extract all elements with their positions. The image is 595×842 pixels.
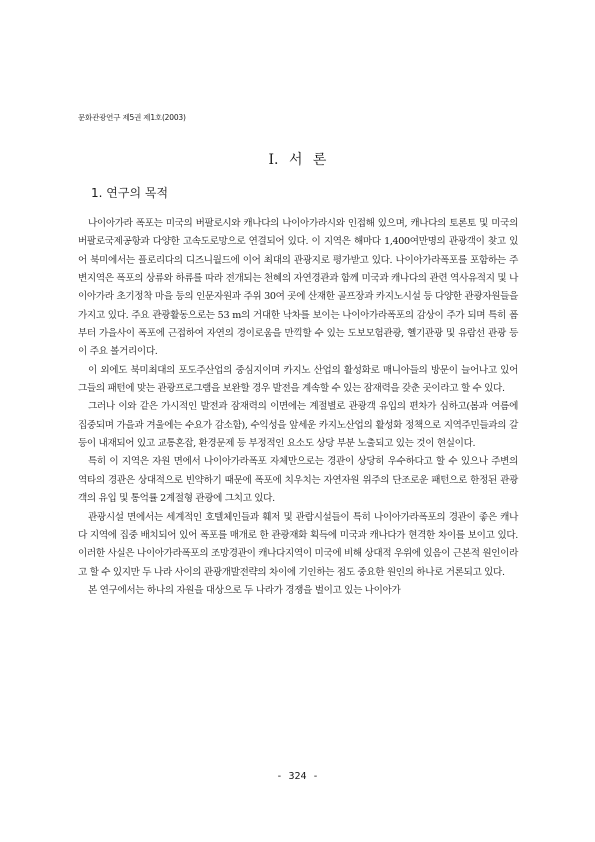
paragraph: 이 외에도 북미최대의 포도주산업의 중심지이며 카지노 산업의 활성화로 매니아들의 방문이 늘어나고 있어 그들의 패턴에 맞는 관광프로그램을 보완할 경우 발전을 계속할 수 있는 잠재력을 갖춘 곳이라고 할 수 있다. [78,364,518,395]
paragraph: 본 연구에서는 하나의 자원을 대상으로 두 나라가 경쟁을 벌이고 있는 나이아가 [88,584,401,596]
paragraph: 특히 이 지역은 자원 면에서 나이아가라폭포 자체만으로는 경관이 상당히 우수하다고 할 수 있으나 주변의 역타의 경관은 상대적으로 빈약하기 때문에 폭포에 치우치는 자연자원 위주의 단조로운 패턴으로 한정된 관광객의 유입 및 통억률 2계절형 관광에 그치고 있다. [78,456,518,505]
paragraph: 관광시설 면에서는 세계적인 호텔체인들과 훼저 및 관람시설들이 특히 나이아가라폭포의 경관이 좋은 캐나다 지역에 집중 배치되어 있어 폭포를 매개로 한 관광재화 획득에 미국과 캐나다가 현격한 차이를 보이고 있다. 이러한 사실은 나이아가라폭포의 조망경관이 캐나다지역이 미국에 비해 상대적 우위에 있음이 근본적 원인이라고 할 수 있지만 두 나라 사이의 관광개발전략의 차이에 기인하는 점도 중요한 원인의 하나로 거론되고 있다. [78,511,518,578]
chapter-title: Ⅰ. 서 론 [268,152,327,168]
page-number: - 324 - [276,771,319,782]
body-text [78,215,518,600]
running-header: 문화관광연구 제5권 제1호(2003) [78,113,186,122]
section-heading: 1. 연구의 목적 [91,186,169,200]
paragraph: 나이아가라 폭포는 미국의 버팔로시와 캐나다의 나이아가라시와 인접해 있으며, 캐나다의 토론토 및 미국의 버팔로국제공항과 다양한 고속도로망으로 연결되어 있다. 이 지역은 해마다 1,400여만명의 관광객이 찾고 있어 북미에서는 플로리다의 디즈니월드에 이어 최대의 관광지로 평가받고 있다. 나이아가라폭포를 포함하는 주변지역은 폭포의 상류와 하류를 따라 전개되는 천혜의 자연경관과 함께 미국과 캐나다의 관련 역사유적지 및 나이아가라 초기정착 마을 등의 인문자원과 주위 30여 곳에 산재한 골프장과 카지노시설 등 다양한 관광자원들을 가지고 있다. 주요 관광활동으로는 53 m의 거대한 낙차를 보이는 나이아가라폭포의 감상이 주가 되며 특히 폼부터 가을사이 폭포에 근접하여 자연의 경이로움을 만끽할 수 있는 도보모험관광, 헬기관광 및 유람선 관광 등이 주요 볼거리이다. [78,218,518,358]
paragraph: 그러나 이와 같은 가시적인 발전과 잠재력의 이면에는 계절별로 관광객 유입의 편차가 심하고(봄과 여름에 집중되며 가을과 겨울에는 수요가 감소함), 수익성을 앞세운 카지노산업의 활성화 정책으로 지역주민들과의 갈등이 내재되어 있고 교통혼잡, 환경문제 등 부정적인 요소도 상당 부분 노출되고 있는 것이 현실이다. [78,401,518,450]
